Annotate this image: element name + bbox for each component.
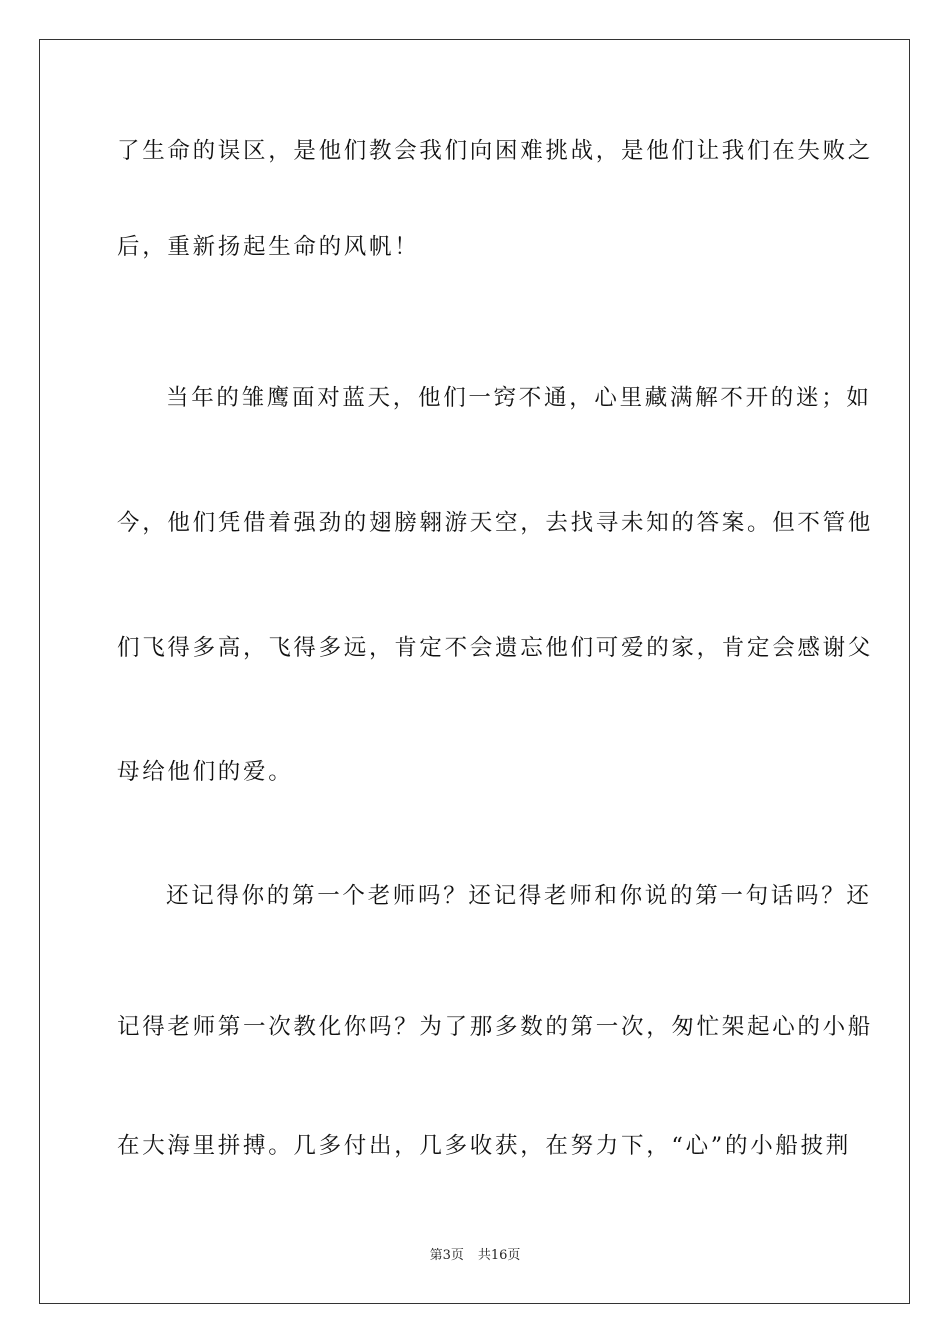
text-line: 母给他们的爱。 [117,759,294,785]
text-line: 后，重新扬起生命的风帆！ [117,234,420,260]
text-line: 们飞得多高，飞得多远，肯定不会遗忘他们可爱的家，肯定会感谢父 [117,635,874,661]
paragraph-first-line: 当年的雏鹰面对蓝天，他们一窍不通，心里藏满解不开的迷；如 [166,385,872,411]
paragraph-first-line: 还记得你的第一个老师吗？还记得老师和你说的第一句话吗？还 [166,883,872,909]
page-total: 共16页 [477,1248,521,1263]
text-line: 今，他们凭借着强劲的翅膀翱游天空，去找寻未知的答案。但不管他 [117,510,874,536]
text-line: 了生命的误区，是他们教会我们向困难挑战，是他们让我们在失败之 [117,138,874,164]
page-border [39,39,910,1304]
page-number: 第3页 [429,1248,464,1263]
text-line: 在大海里拼搏。几多付出，几多收获，在努力下，“心”的小船披荆 [117,1133,852,1159]
page-footer [0,1247,950,1265]
text-line: 记得老师第一次教化你吗？为了那多数的第一次，匆忙架起心的小船 [117,1014,874,1040]
